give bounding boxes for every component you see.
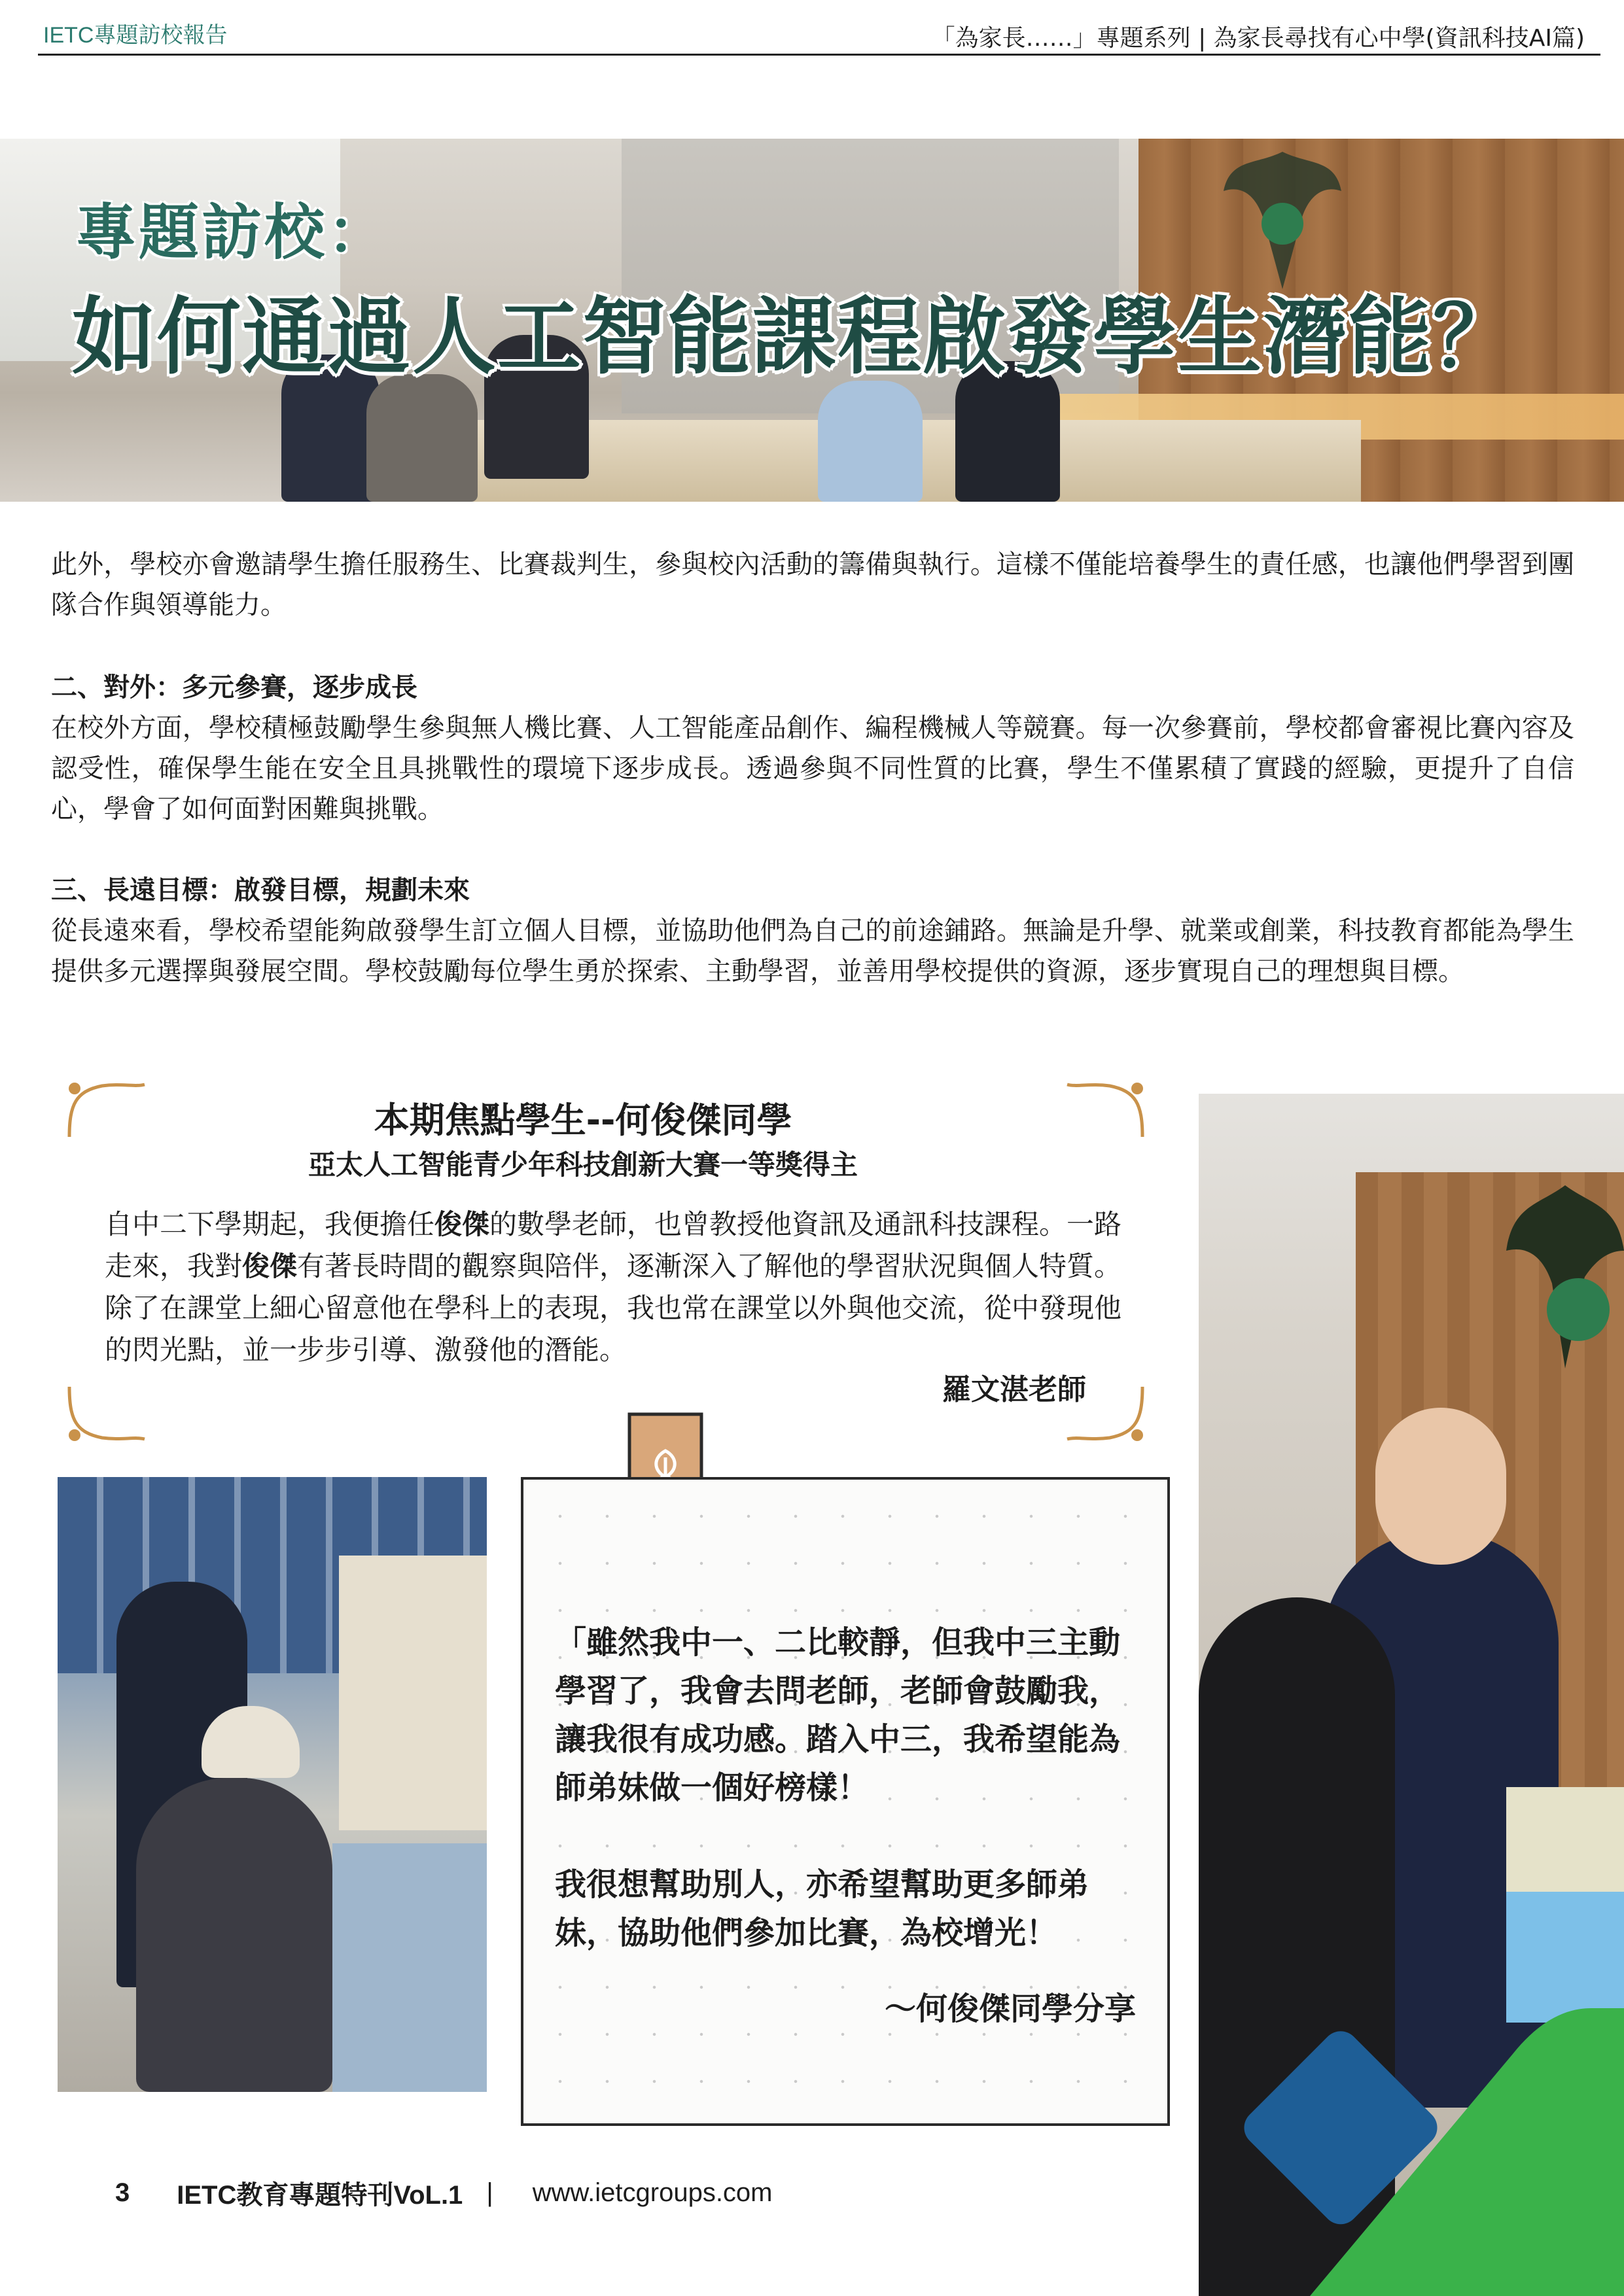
student-quote-card [521,1477,1170,2126]
header-brand: IETC專題訪校報告 [43,23,228,48]
student-photo-library [58,1477,487,2092]
school-crest-icon [1506,1179,1624,1375]
quote-paragraph: 我很想幫助別人，亦希望幫助更多師弟妹，協助他們參加比賽，為校增光！ [555,1866,1089,1951]
teacher-signature: 羅文湛老師 [942,1373,1086,1406]
banner-kicker: 專題訪校： [76,198,391,268]
focus-title: 本期焦點學生--何俊傑同學 [374,1100,792,1141]
teacher-comment-text: 的數學老師，也曾教授他資訊及通訊科技課程。一路走來，我對 [105,1208,1122,1282]
section-2 [51,667,1574,829]
photo-chair [332,1843,487,2092]
banner-photo [0,139,1624,502]
intro-paragraph [51,544,1574,625]
intro-text: 此外，學校亦會邀請學生擔任服務生、比賽裁判生，參與校內活動的籌備與執行。這樣不僅能培養學生的責任感，也讓他們學習到團隊合作與領導能力。 [51,549,1574,620]
section-2-text: 在校外方面，學校積極鼓勵學生參與無人機比賽、人工智能產品創作、編程機械人等競賽。每一次參賽前，學校都會審視比賽內容及認受性，確保學生能在安全且具挑戰性的環境下逐步成長。透過參與不同性質的比賽，學生不僅累積了實踐的經驗，更提升了自信心，學會了如何面對困難與挑戰。 [51,713,1574,824]
teacher-comment-text: 自中二下學期起，我便擔任 [105,1208,435,1240]
banner-person [366,374,478,502]
section-3 [51,870,1574,992]
publication-name: IETC教育專題特刊VoL.1 [177,2181,463,2210]
section-3-heading: 三、長遠目標：啟發目標，規劃未來 [51,875,470,905]
photo-visitor [136,1778,332,2092]
focus-subtitle: 亞太人工智能青少年科技創新大賽一等獎得主 [308,1149,858,1181]
student-name: 俊傑 [242,1250,298,1282]
page-number: 3 [115,2178,130,2207]
photo-shelf [339,1556,487,1830]
focus-student-card [63,1073,1149,1446]
quote-signature: ～何俊傑同學分享 [884,1991,1136,2027]
decorative-shapes [1199,1962,1624,2296]
footer-separator: | [486,2178,493,2207]
photo-student-face [1375,1408,1506,1565]
student-quote [555,1618,1144,1957]
quote-paragraph: 「雖然我中一、二比較靜，但我中三主動學習了，我會去問老師，老師會鼓勵我，讓我很有成功感。踏入中三，我希望能為師弟妹做一個好榜樣！ [555,1624,1121,1806]
teacher-comment-text: 有著長時間的觀察與陪伴，逐漸深入了解他的學習狀況與個人特質。除了在課堂上細心留意他在學科上的表現，我也常在課堂以外與他交流，從中發現他的閃光點，並一步步引導、激發他的潛能。 [105,1250,1122,1366]
website-link[interactable]: www.ietcgroups.com [532,2178,773,2207]
header-divider [38,54,1600,56]
page-footer [115,2174,773,2212]
teacher-comment [105,1204,1125,1371]
student-name: 俊傑 [434,1208,490,1240]
banner-headline: 如何通過人工智能課程啟發學生潛能？ [72,288,1519,386]
header-series-title: 「為家長……」專題系列 | 為家長尋找有心中學(資訊科技AI篇) [931,25,1585,52]
section-2-heading: 二、對外：多元參賽，逐步成長 [51,672,417,703]
corner-ornament-icon [63,1380,148,1446]
banner-person [818,381,923,502]
section-3-text: 從長遠來看，學校希望能夠啟發學生訂立個人目標，並協助他們為自己的前途鋪路。無論是升學、就業或創業，科技教育都能為學生提供多元選擇與發展空間。學校鼓勵每位學生勇於探索、主動學習，並善用學校提供的資源，逐步實現自己的理想與目標。 [51,916,1574,986]
